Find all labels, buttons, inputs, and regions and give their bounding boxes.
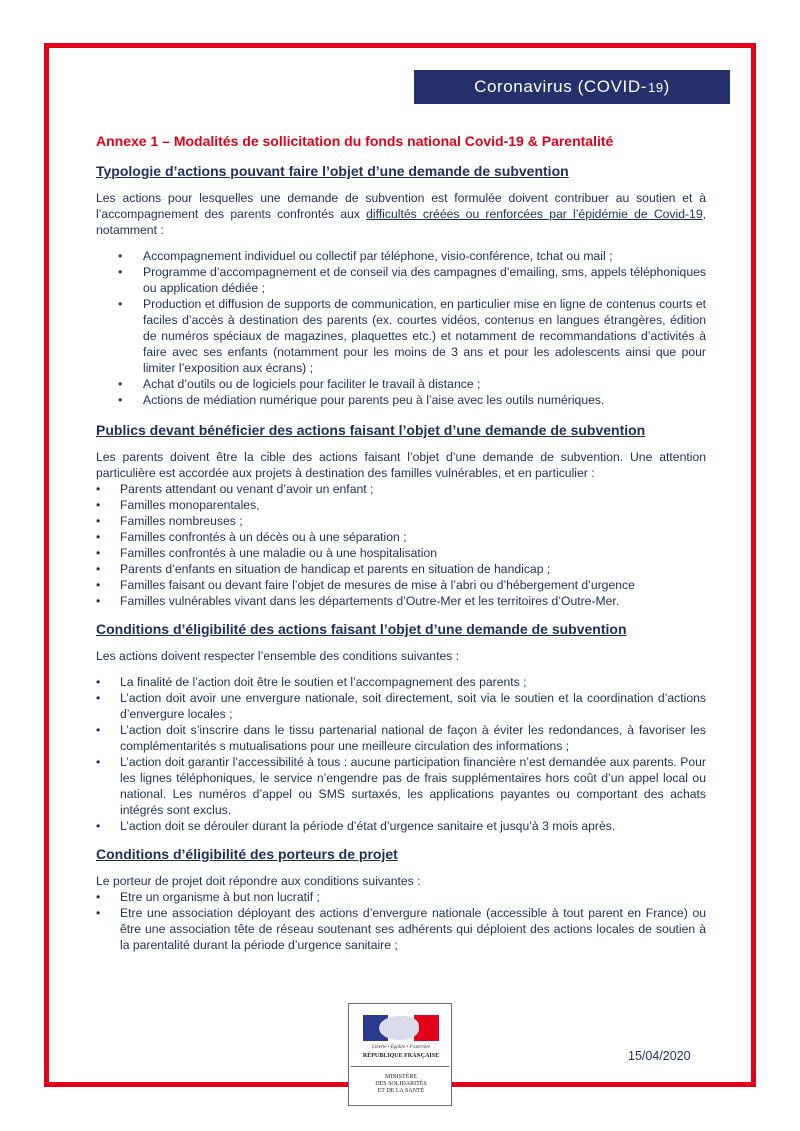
publics-list bbox=[96, 481, 706, 609]
list-item bbox=[96, 577, 706, 593]
intro-text: Les actions pour lesquelles une demande de subvention est formulée doivent contribuer au soutien et à l’accompagnement des parents confrontés aux bbox=[96, 191, 706, 221]
covid-banner bbox=[414, 70, 730, 104]
bullet-icon: • bbox=[96, 546, 101, 560]
bullet-icon: • bbox=[96, 675, 101, 689]
list-item-text: Accompagnement individuel ou collectif par téléphone, visio-conférence, tchat ou mail ; bbox=[143, 249, 613, 263]
list-item-text: Programme d’accompagnement et de conseil via des campagnes d’emailing, sms, appels téléphoniques ou application dédiée ; bbox=[143, 265, 706, 295]
list-item-text: Familles confrontés à un décès ou à une séparation ; bbox=[120, 530, 407, 544]
list-item bbox=[96, 722, 706, 754]
list-item bbox=[96, 593, 706, 609]
list-item bbox=[96, 497, 706, 513]
list-item-text: Familles nombreuses ; bbox=[120, 514, 243, 528]
logo-ministry bbox=[353, 1074, 449, 1095]
ministry-line: DES SOLIDARITÉS bbox=[375, 1081, 427, 1087]
bullet-icon: • bbox=[118, 265, 123, 279]
list-item bbox=[96, 296, 706, 376]
list-item-text: L’action doit se dérouler durant la période d’état d’urgence sanitaire et jusqu’à 3 mois après. bbox=[120, 819, 616, 833]
list-item bbox=[96, 529, 706, 545]
bullet-icon: • bbox=[96, 890, 101, 904]
ministry-line: MINISTÈRE bbox=[385, 1074, 417, 1080]
bullet-icon: • bbox=[96, 819, 101, 833]
section-intro: Le porteur de projet doit répondre aux conditions suivantes : bbox=[96, 874, 421, 888]
section-intro: Les actions doivent respecter l’ensemble des conditions suivantes : bbox=[96, 649, 460, 663]
list-item bbox=[96, 513, 706, 529]
bullet-icon: • bbox=[118, 249, 123, 263]
list-item bbox=[96, 248, 706, 264]
list-item-text: Parents d’enfants en situation de handicap et parents en situation de handicap ; bbox=[120, 562, 551, 576]
list-item bbox=[96, 889, 706, 905]
section-heading-conditions-actions: Conditions d’éligibilité des actions faisant l’objet d’une demande de subvention bbox=[96, 621, 627, 637]
section-intro bbox=[96, 190, 706, 238]
bullet-icon: • bbox=[118, 377, 123, 391]
list-item bbox=[96, 690, 706, 722]
bullet-icon: • bbox=[118, 393, 123, 407]
section-heading-typologie: Typologie d’actions pouvant faire l’objet d’une demande de subvention bbox=[96, 163, 569, 179]
list-item bbox=[96, 754, 706, 818]
bullet-icon: • bbox=[96, 578, 101, 592]
intro-text-end: , notamment : bbox=[96, 207, 706, 237]
list-item bbox=[96, 818, 706, 834]
list-item-text: Familles faisant ou devant faire l’objet de mesures de mise à l’abri ou d’hébergement d’urgence bbox=[120, 578, 635, 592]
bullet-icon: • bbox=[96, 691, 101, 705]
list-item bbox=[96, 376, 706, 392]
marianne-icon bbox=[379, 1016, 419, 1040]
bullet-icon: • bbox=[96, 514, 101, 528]
banner-close: ) bbox=[663, 77, 670, 96]
bullet-icon: • bbox=[96, 482, 101, 496]
document-date: 15/04/2020 bbox=[628, 1049, 691, 1063]
document-body bbox=[96, 131, 706, 962]
bullet-icon: • bbox=[96, 906, 101, 920]
bullet-icon: • bbox=[96, 755, 101, 769]
list-item-text: Familles confrontés à une maladie ou à une hospitalisation bbox=[120, 546, 438, 560]
actions-list bbox=[96, 248, 706, 408]
list-item bbox=[96, 264, 706, 296]
section-heading-porteurs: Conditions d’éligibilité des porteurs de projet bbox=[96, 846, 398, 862]
porteurs-list bbox=[96, 889, 706, 953]
logo-motto: Liberté • Égalité • Fraternité bbox=[372, 1045, 430, 1050]
list-item-text: Actions de médiation numérique pour parents peu à l’aise avec les outils numériques. bbox=[143, 393, 605, 407]
logo-divider bbox=[351, 1066, 449, 1067]
list-item-text: Parents attendant ou venant d’avoir un enfant ; bbox=[120, 482, 374, 496]
list-item-text: L’action doit s’inscrire dans le tissu partenarial national de façon à éviter les redondances, à favoriser les complémentarités s mutualisations pour une meilleure circulation des informations ; bbox=[120, 723, 706, 753]
list-item-text: L’action doit garantir l’accessibilité à tous : aucune participation financière n’est demandée aux parents. Pour les lignes téléphoniques, le service n’engendre pas de frais supplémentaires hors coût d’un appel local ou national. Les numéros d’appel ou SMS surtaxés, les applications payantes ou comportant des achats intégrés sont exclus. bbox=[120, 755, 706, 817]
section-intro: Les parents doivent être la cible des actions faisant l’objet d’une demande de subvention. Une attention particulière est accordée aux projets à destination des familles vulnérables, et en particulier : bbox=[96, 450, 706, 480]
list-item bbox=[96, 392, 706, 408]
list-item bbox=[96, 481, 706, 497]
section-heading-publics: Publics devant bénéficier des actions faisant l’objet d’une demande de subvention bbox=[96, 422, 646, 438]
bullet-icon: • bbox=[118, 297, 123, 311]
list-item-text: Achat d’outils ou de logiciels pour faciliter le travail à distance ; bbox=[143, 377, 481, 391]
bullet-icon: • bbox=[96, 594, 101, 608]
bullet-icon: • bbox=[96, 723, 101, 737]
underlined-phrase: difficultés créées ou renforcées par l’épidémie de Covid-19 bbox=[366, 207, 703, 221]
list-item-text: Etre un organisme à but non lucratif ; bbox=[120, 890, 320, 904]
list-item bbox=[96, 674, 706, 690]
banner-number: 19 bbox=[648, 79, 664, 95]
list-item-text: Etre une association déployant des actions d’envergure nationale (accessible à tout parent en France) ou être une association tête de réseau soutenant ses adhérents qui déploient des actions locales de soutien à la parentalité durant la période d’urgence sanitaire ; bbox=[120, 906, 706, 952]
ministry-line: ET DE LA SANTÉ bbox=[377, 1088, 425, 1094]
list-item-text: La finalité de l’action doit être le soutien et l’accompagnement des parents ; bbox=[120, 675, 527, 689]
banner-title: Coronavirus (COVID- bbox=[474, 77, 647, 96]
list-item bbox=[96, 905, 706, 953]
list-item-text: Production et diffusion de supports de communication, en particulier mise en ligne de contenus courts et faciles d’accès à destination des parents (ex. courtes vidéos, contenus en langues étrangères, édition de numéros spéciaux de magazines, plaquettes etc.) et notamment de recommandations d’activités à faire avec ses enfants (notamment pour les moins de 3 ans et pour les adolescents ainsi que pour limiter l’exposition aux écrans) ; bbox=[143, 297, 706, 375]
bullet-icon: • bbox=[96, 562, 101, 576]
bullet-icon: • bbox=[96, 530, 101, 544]
list-item bbox=[96, 561, 706, 577]
list-item-text: L’action doit avoir une envergure nationale, soit directement, soit via le soutien et la coordination d’actions d’envergure locales ; bbox=[120, 691, 706, 721]
ministry-logo bbox=[348, 1003, 452, 1106]
list-item bbox=[96, 545, 706, 561]
logo-republic: RÉPUBLIQUE FRANÇAISE bbox=[362, 1053, 440, 1059]
annex-title: Annexe 1 – Modalités de sollicitation du fonds national Covid-19 & Parentalité bbox=[96, 133, 614, 149]
list-item-text: Familles monoparentales, bbox=[120, 498, 260, 512]
bullet-icon: • bbox=[96, 498, 101, 512]
conditions-list bbox=[96, 674, 706, 834]
list-item-text: Familles vulnérables vivant dans les départements d’Outre-Mer et les territoires d’Outre-Mer. bbox=[120, 594, 620, 608]
